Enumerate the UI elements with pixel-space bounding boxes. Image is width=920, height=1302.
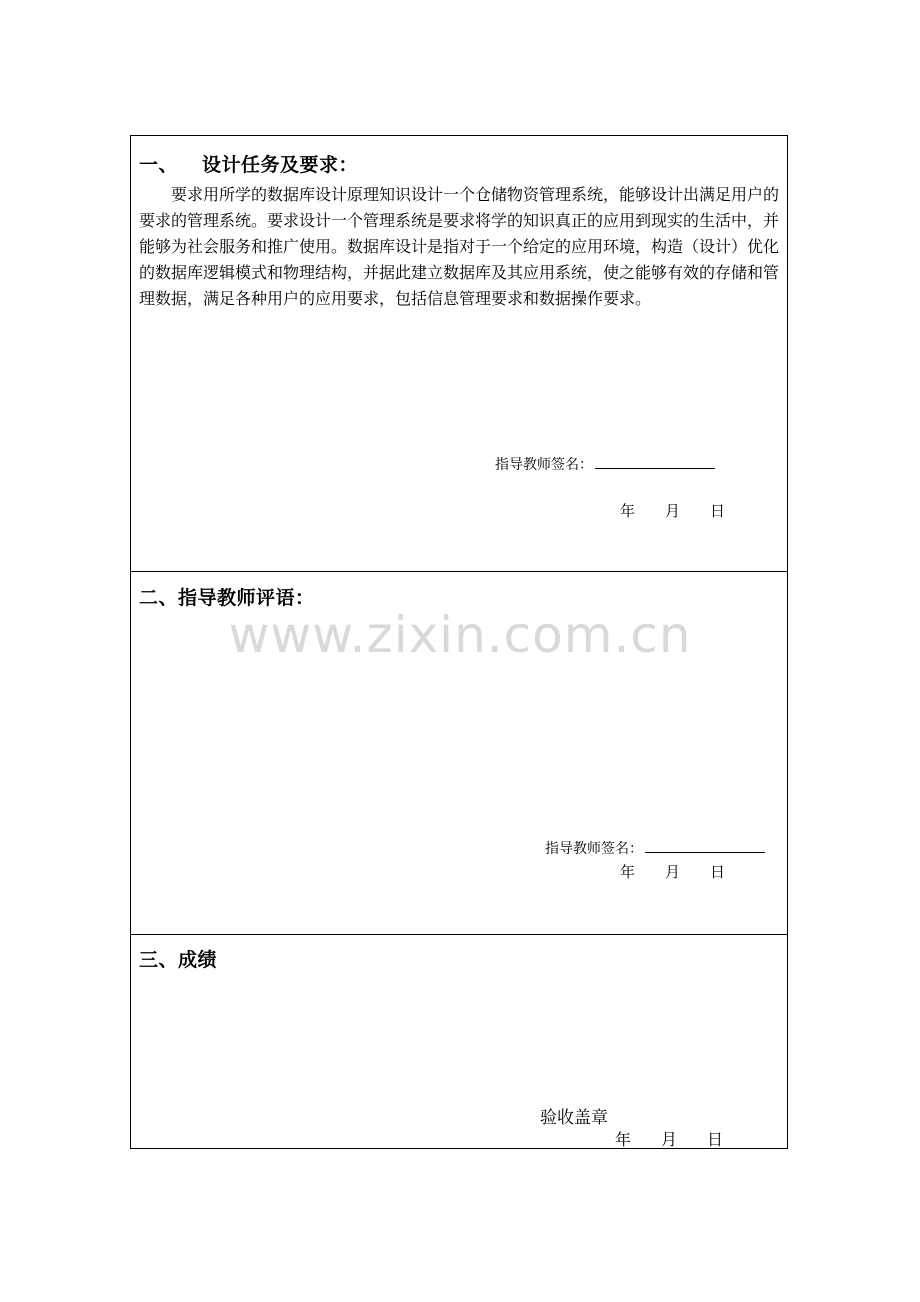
task-description: 要求用所学的数据库设计原理知识设计一个仓储物资管理系统，能够设计出满足用户的要求的管理系统。要求设计一个管理系统是要求将学的知识真正的应用到现实的生活中，并能够为社会服务和推广使用。数据库设计是指对于一个给定的应用环境，构造（设计）优化的数据库逻辑模式和物理结构，并据此建立数据库及其应用系统，使之能够有效的存储和管理数据，满足各种用户的应用要求，包括信息管理要求和数据操作要求。 xyxy=(139,185,780,308)
month-label: 月 xyxy=(665,502,681,520)
year-label: 年 xyxy=(615,1130,632,1149)
watermark: www.zixin.com.cn xyxy=(228,606,692,664)
month-label: 月 xyxy=(661,1130,678,1149)
year-label: 年 xyxy=(620,863,636,881)
day-label: 日 xyxy=(710,863,726,881)
section-heading: 二、指导教师评语： xyxy=(139,587,315,609)
section-heading xyxy=(139,150,358,177)
month-label: 月 xyxy=(665,863,681,881)
teacher-signature xyxy=(545,838,765,858)
section-title: 设计任务及要求： xyxy=(202,154,359,176)
day-label: 日 xyxy=(707,1130,724,1149)
year-label: 年 xyxy=(620,502,636,520)
grade-section xyxy=(131,934,787,1148)
date-line xyxy=(620,861,725,882)
date-line xyxy=(620,500,725,521)
design-task-section xyxy=(131,136,787,572)
section-number: 一、 xyxy=(139,154,179,176)
date-line xyxy=(615,1127,723,1150)
teacher-signature xyxy=(495,454,715,474)
acceptance-stamp-label: 验收盖章 xyxy=(540,1108,608,1128)
day-label: 日 xyxy=(710,502,726,520)
signature-line xyxy=(645,838,765,853)
signature-line xyxy=(595,454,715,469)
signature-label: 指导教师签名： xyxy=(545,841,643,857)
signature-label: 指导教师签名： xyxy=(495,457,593,473)
section-heading: 三、成绩 xyxy=(139,949,218,971)
